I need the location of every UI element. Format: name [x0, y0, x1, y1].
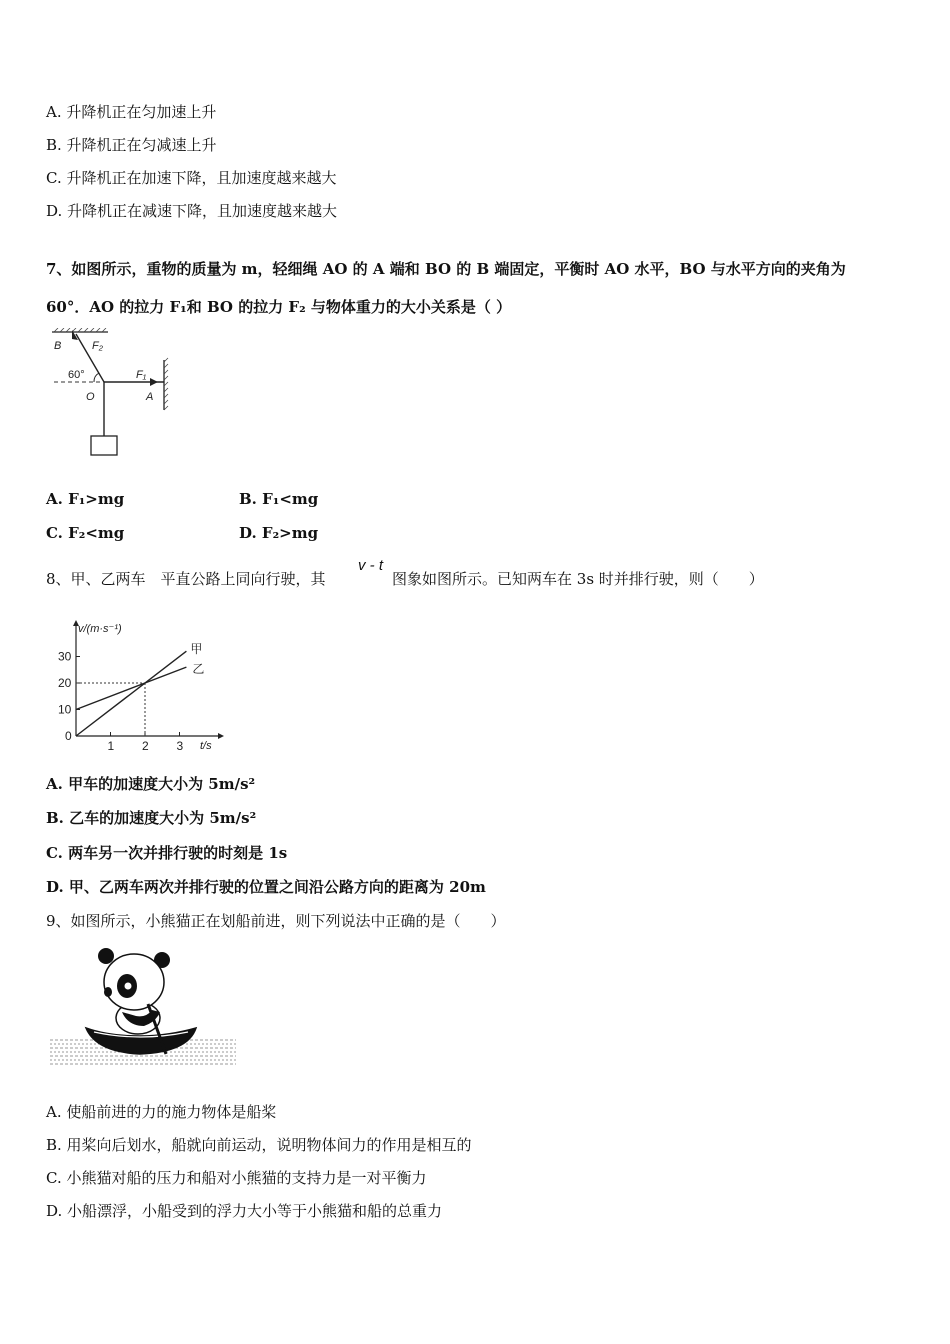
x-tick-label: 1: [107, 739, 115, 753]
q9-panda-boat-picture: [48, 942, 240, 1072]
panda-ear-left: [98, 948, 114, 964]
q8-vt-chart: [42, 612, 232, 760]
q9-option-c: C. 小熊猫对船的压力和船对小熊猫的支持力是一对平衡力: [46, 1169, 427, 1187]
f1-arrow-head: [150, 378, 158, 386]
q8-option-c: C. 两车另一次并排行驶的时刻是 1s: [46, 844, 288, 862]
q7-stem-line1: 7、如图所示，重物的质量为 m，轻细绳 AO 的 A 端和 BO 的 B 端固定，平衡时 AO 水平，BO 与水平方向的夹角为: [46, 260, 846, 278]
series-label-2: 乙: [192, 662, 205, 677]
label-b: B: [54, 340, 62, 352]
q6-option-b: B. 升降机正在匀减速上升: [46, 136, 217, 154]
q8-option-b: B. 乙车的加速度大小为 5m/s²: [46, 809, 257, 827]
q9-option-a: A. 使船前进的力的施力物体是船桨: [46, 1103, 277, 1121]
q9-stem: 9、如图所示，小熊猫正在划船前进，则下列说法中正确的是（ ）: [46, 912, 506, 930]
q8-option-a: A. 甲车的加速度大小为 5m/s²: [46, 775, 256, 793]
q8-option-d: D. 甲、乙两车两次并排行驶的位置之间沿公路方向的距离为 20m: [46, 878, 486, 896]
x-tick-label: 2: [142, 739, 149, 753]
q8-vt-label: v - t: [358, 557, 383, 574]
series-line-2: [76, 667, 186, 709]
label-o: O: [86, 391, 95, 403]
y-tick-label: 10: [58, 702, 72, 717]
y-axis-label: v/(m·s⁻¹): [78, 623, 122, 635]
panda-nose: [104, 987, 112, 997]
y-tick-label: 20: [58, 676, 72, 690]
q7-option-c: C. F₂<mg: [46, 524, 125, 542]
q7-option-b: B. F₁<mg: [239, 490, 319, 508]
x-tick-label: 0: [65, 729, 72, 743]
series-label-1: 甲: [190, 642, 203, 657]
label-f2: F₂: [92, 340, 103, 352]
y-tick-label: 30: [58, 649, 72, 664]
label-f1: F₁: [136, 369, 147, 381]
q6-option-a: A. 升降机正在匀加速上升: [46, 103, 217, 121]
q9-option-b: B. 用桨向后划水，船就向前运动，说明物体间力的作用是相互的: [46, 1136, 472, 1154]
series-line-1: [76, 651, 186, 736]
panda-eye: [125, 983, 132, 990]
q7-option-d: D. F₂>mg: [239, 524, 319, 542]
q6-option-d: D. 升降机正在减速下降，且加速度越来越大: [46, 202, 338, 220]
label-a: A: [146, 391, 154, 403]
q6-option-c: C. 升降机正在加速下降，且加速度越来越大: [46, 169, 337, 187]
label-angle: 60°: [68, 369, 85, 381]
q7-stem-line2: 60°．AO 的拉力 F₁和 BO 的拉力 F₂ 与物体重力的大小关系是（ ）: [46, 298, 512, 316]
q8-stem-part2: 图象如图所示。已知两车在 3s 时并排行驶，则（ ）: [392, 570, 764, 588]
q9-option-d: D. 小船漂浮，小船受到的浮力大小等于小熊猫和船的总重力: [46, 1202, 443, 1220]
q7-option-a: A. F₁>mg: [46, 490, 125, 508]
x-tick-label: 3: [176, 739, 184, 753]
x-axis-arrow: [218, 733, 224, 739]
angle-arc: [94, 373, 99, 382]
q7-force-diagram: [40, 328, 180, 460]
q8-stem-part1: 8、甲、乙两车 平直公路上同向行驶，其: [46, 570, 326, 588]
weight-box: [91, 436, 117, 455]
x-axis-label: t/s: [200, 740, 212, 752]
